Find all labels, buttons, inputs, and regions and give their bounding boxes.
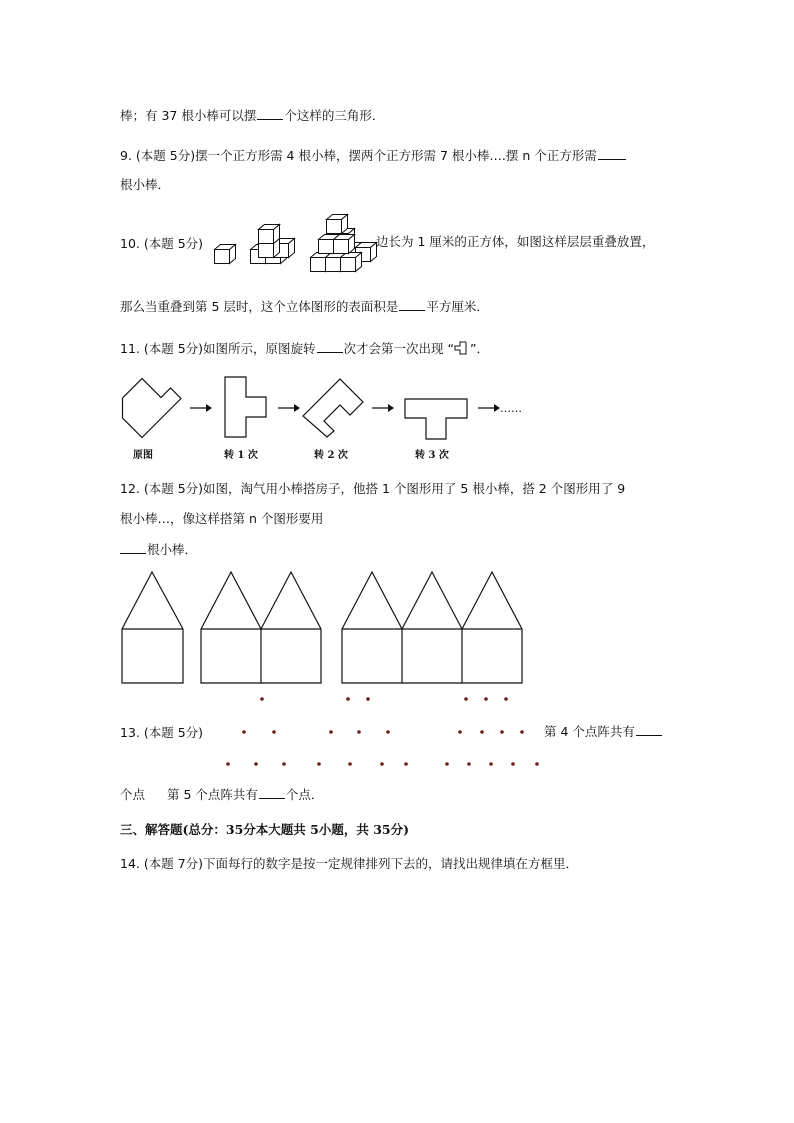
q11-original-shape — [122, 378, 182, 438]
q13-right — [544, 723, 663, 740]
q10-cube-figure-2 — [250, 223, 298, 265]
q13-dot — [242, 730, 246, 734]
q10-text-a: 那么当重叠到第 5 层时，这个立体图形的表面积是 — [120, 299, 399, 314]
q13-dot — [535, 762, 539, 766]
q10-line2 — [120, 298, 489, 315]
q8-text-b: 个这样的三角形． — [284, 108, 385, 123]
q13-dot — [464, 697, 468, 701]
q11-text-c: ”． — [470, 341, 489, 356]
q13-dot — [346, 697, 350, 701]
q11-ellipsis: …… — [500, 402, 522, 415]
q12-text: 根小棒． — [147, 542, 198, 557]
q13-dot — [254, 762, 258, 766]
q12-line3 — [120, 541, 197, 558]
q13-text-c: 第 5 个点阵共有 — [167, 787, 258, 802]
q11-arrow-3 — [372, 403, 394, 413]
q9-text: 9. (本题 5分)摆一个正方形需 4 根小棒，摆两个正方形需 7 根小棒….摆 n 个正方形需 — [120, 148, 597, 163]
q8-line — [120, 107, 384, 124]
q13-dot — [366, 697, 370, 701]
q13-dot — [357, 730, 361, 734]
q13-dot — [445, 762, 449, 766]
q11-target-shape-icon — [454, 341, 470, 355]
q13-dot — [467, 762, 471, 766]
q13-text-b: 个点 — [120, 787, 146, 802]
q11-rotation-3-shape — [404, 398, 468, 440]
q12-house-figure-1 — [121, 571, 185, 684]
q10-cube-figure-3 — [310, 212, 380, 274]
q13-dot — [511, 762, 515, 766]
q11-line1 — [120, 340, 489, 357]
q13-dot-array-2 — [310, 694, 410, 770]
q13-dot — [282, 762, 286, 766]
q10-prefix: 10. (本题 5分) — [120, 236, 204, 251]
q11-rotation-1-shape — [224, 376, 268, 438]
q14-line1: 14. (本题 7分)下面每行的数字是按一定规律排列下去的，请找出规律填在方框里． — [120, 856, 579, 871]
q11-text-b: 次才会第一次出现 “ — [343, 341, 454, 356]
q11-answer-blank[interactable] — [317, 340, 343, 353]
q13-prefix: 13. (本题 5分) — [120, 725, 204, 740]
q11-rotation-2-shape — [302, 378, 364, 438]
q13-dot — [404, 762, 408, 766]
q13-dot-array-1 — [230, 694, 290, 770]
q8-text-a: 棒；有 37 根小棒可以摆 — [120, 108, 257, 123]
q13-dot — [317, 762, 321, 766]
q13-dot — [489, 762, 493, 766]
q10-line1-tail: 边长为 1 厘米的正方体，如图这样层层重叠放置， — [376, 234, 655, 249]
q11-caption-rotation-3: 转 3 次 — [415, 450, 449, 461]
q11-caption-original: 原图 — [133, 450, 153, 461]
q10-text-b: 平方厘米． — [426, 299, 489, 314]
q12-house-figure-3 — [341, 571, 525, 684]
section-3-heading: 三、解答题(总分：35分本大题共 5小题，共 35分) — [120, 822, 410, 837]
q13-dot — [260, 697, 264, 701]
q13-dot — [500, 730, 504, 734]
q13-line2 — [120, 786, 323, 803]
q11-caption-rotation-2: 转 2 次 — [314, 450, 348, 461]
q11-arrow-1 — [190, 403, 212, 413]
q13-dot — [458, 730, 462, 734]
q13-dot — [348, 762, 352, 766]
q12-line1: 12. (本题 5分)如图，淘气用小棒搭房子，他搭 1 个图形用了 5 根小棒，搭 2 个图形用了 9 — [120, 481, 626, 496]
q13-text-a: 第 4 个点阵共有 — [544, 724, 635, 739]
q13-dot — [386, 730, 390, 734]
q8-answer-blank[interactable] — [257, 107, 283, 120]
q13-dot — [380, 762, 384, 766]
q12-house-figure-2 — [200, 571, 324, 684]
q9-answer-blank[interactable] — [598, 147, 626, 160]
q11-caption-rotation-1: 转 1 次 — [224, 450, 258, 461]
q13-dot — [520, 730, 524, 734]
q12-line2: 根小棒…，像这样搭第 n 个图形要用 — [120, 511, 324, 526]
q13-dot — [272, 730, 276, 734]
q9-line2: 根小棒． — [120, 177, 171, 192]
q13-dot — [226, 762, 230, 766]
q13-dot-array-3 — [438, 694, 548, 770]
q13-dot — [484, 697, 488, 701]
q13-dot — [504, 697, 508, 701]
q10-answer-blank[interactable] — [399, 298, 425, 311]
q10-cube-figure-1 — [214, 244, 238, 264]
q13-answer-blank-2[interactable] — [259, 786, 285, 799]
q11-text-a: 11. (本题 5分)如图所示，原图旋转 — [120, 341, 316, 356]
q13-answer-blank-1[interactable] — [636, 723, 662, 736]
q13-dot — [480, 730, 484, 734]
q11-arrow-4 — [478, 403, 500, 413]
q13-text-d: 个点． — [285, 787, 324, 802]
q13-dot — [329, 730, 333, 734]
q9-line1 — [120, 147, 627, 164]
q11-arrow-2 — [278, 403, 300, 413]
q12-answer-blank[interactable] — [120, 541, 146, 554]
